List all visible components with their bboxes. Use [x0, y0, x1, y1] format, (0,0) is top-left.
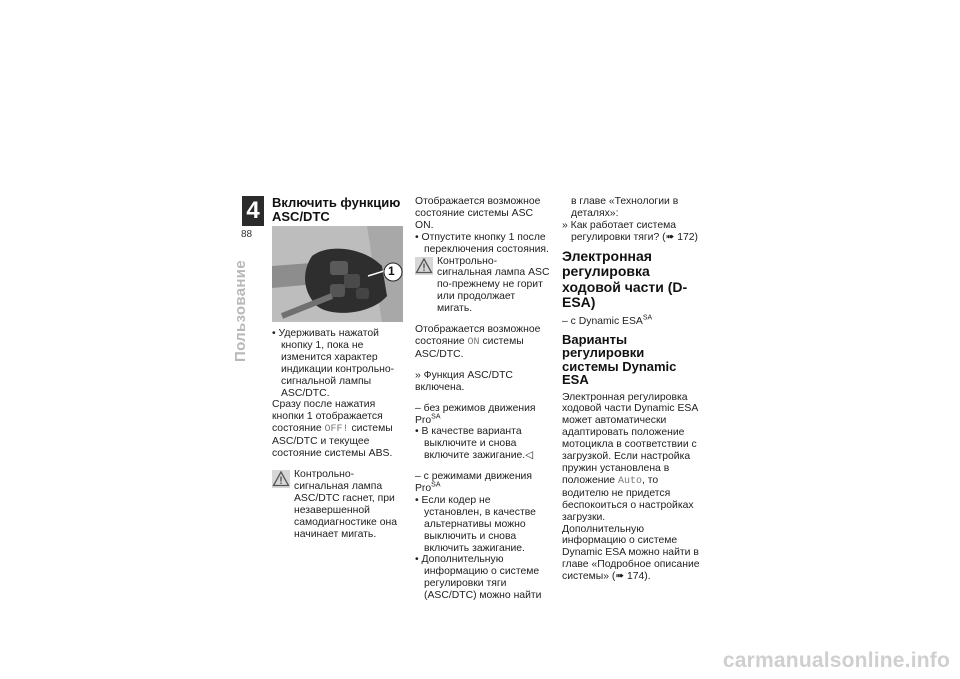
bullet-more-info: • Дополнительную информацию о системе регулировки тяги (ASC/DTC) можно найти	[415, 554, 542, 602]
bullet-text: В качестве варианта выключите и снова включите зажигание.◁	[421, 426, 534, 462]
bullet-text: Отпустите кнопку 1 после переключения состояния.	[421, 231, 549, 255]
dash-text: – с Dynamic ESA	[562, 315, 643, 327]
para-text: системы ASC/DTC.	[415, 335, 524, 360]
dash-without-pro	[415, 403, 551, 427]
status-code: Auto	[617, 475, 642, 487]
bullet-hold-button: • Удерживать нажатой кнопку 1, пока не изменится характер индикации контрольно-сигнальной лампы ASC/DTC.	[272, 328, 395, 399]
status-code: OFF!	[324, 424, 349, 436]
page-number: 88	[241, 229, 253, 240]
bullet-coder: • Если кодер не установлен, в качестве альтернативы можно выключить и снова включить зажигание.	[415, 494, 536, 554]
warning-triangle-icon	[415, 257, 433, 275]
photo-callout-1: 1	[388, 264, 395, 278]
para-esa-description	[562, 392, 702, 524]
para-text: Сразу после нажатия кнопки 1 отображается состояние	[272, 399, 383, 435]
handlebar-switch-photo	[272, 226, 403, 322]
dash-dynamic-esa	[562, 316, 702, 328]
sa-superscript: SA	[431, 413, 441, 421]
status-code: ON	[467, 336, 480, 348]
continued-text: в главе «Технологии в деталях»:	[571, 196, 679, 219]
chapter-number-badge: 4	[242, 196, 264, 226]
heading-asc-dtc: Включить функцию ASC/DTC	[272, 195, 401, 224]
dash-text: – с режимами движения Pro	[415, 471, 532, 495]
bullet-text: Удерживать нажатой кнопку 1, пока не изменится характер индикации контрольно-сигнальной лампы ASC/DTC.	[278, 328, 395, 399]
sa-superscript: SA	[431, 481, 441, 489]
column-2	[415, 196, 551, 602]
dash-with-pro	[415, 471, 551, 495]
watermark: carmanualsonline.info	[722, 649, 950, 672]
para-asc-on: Отображается возможное состояние системы ASC ON.	[415, 196, 541, 231]
para-text: , то водителю не придется беспокоиться о настройках загрузки.	[562, 474, 694, 523]
warning-triangle-icon	[272, 470, 290, 488]
para-text: Отображается возможное состояние	[415, 324, 541, 347]
dash-text: – без режимов движения Pro	[415, 402, 536, 426]
bullet-text: Дополнительную информацию о системе регулировки тяги (ASC/DTC) можно найти	[421, 554, 542, 602]
handlebar-switch-illustration	[272, 226, 403, 322]
bullet-ignition: • В качестве варианта выключите и снова включите зажигание.◁	[415, 426, 534, 462]
section-label: Пользование	[232, 260, 249, 362]
column-1	[272, 196, 406, 223]
column-1-body	[272, 328, 406, 540]
heading-d-esa: Электронная регулировка ходовой части (D-ESA)	[562, 247, 688, 311]
para-text: системы ASC/DTC и текущее состояние системы ABS.	[272, 423, 393, 460]
bullet-release: • Отпустите кнопку 1 после переключения состояния.	[415, 231, 549, 255]
para-asc-dtc-on	[415, 324, 551, 361]
para-more-info-esa: Дополнительную информацию о системе Dynamic ESA можно найти в главе «Подробное описание системы» (➠ 174).	[562, 523, 700, 583]
warning-text: Контрольно-сигнальная лампа ASC по-прежнему не горит или продолжает мигать.	[437, 255, 550, 315]
bullet-text: Если кодер не установлен, в качестве альтернативы можно выключить и снова включить зажигание.	[421, 494, 536, 554]
para-after-press	[272, 399, 406, 460]
para-text: Электронная регулировка ходовой части Dynamic ESA может автоматически адаптировать положение мотоцикла в соответствии с загрузкой. Если настройка пружин установлена в положение	[562, 391, 698, 486]
warning-note	[272, 469, 406, 540]
link-traction-control[interactable]: » Как работает система регулировки тяги? (➠ 172)	[562, 219, 698, 243]
warning-note	[415, 256, 551, 316]
result-enabled: » Функция ASC/DTC включена.	[415, 369, 513, 393]
column-3	[562, 196, 702, 583]
sa-superscript: SA	[642, 314, 653, 322]
heading-esa-variants: Варианты регулировки системы Dynamic ESA	[562, 331, 677, 388]
warning-text: Контрольно-сигнальная лампа ASC/DTC гаснет, при незавершенной самодиагностике она начинает мигать.	[294, 468, 398, 540]
